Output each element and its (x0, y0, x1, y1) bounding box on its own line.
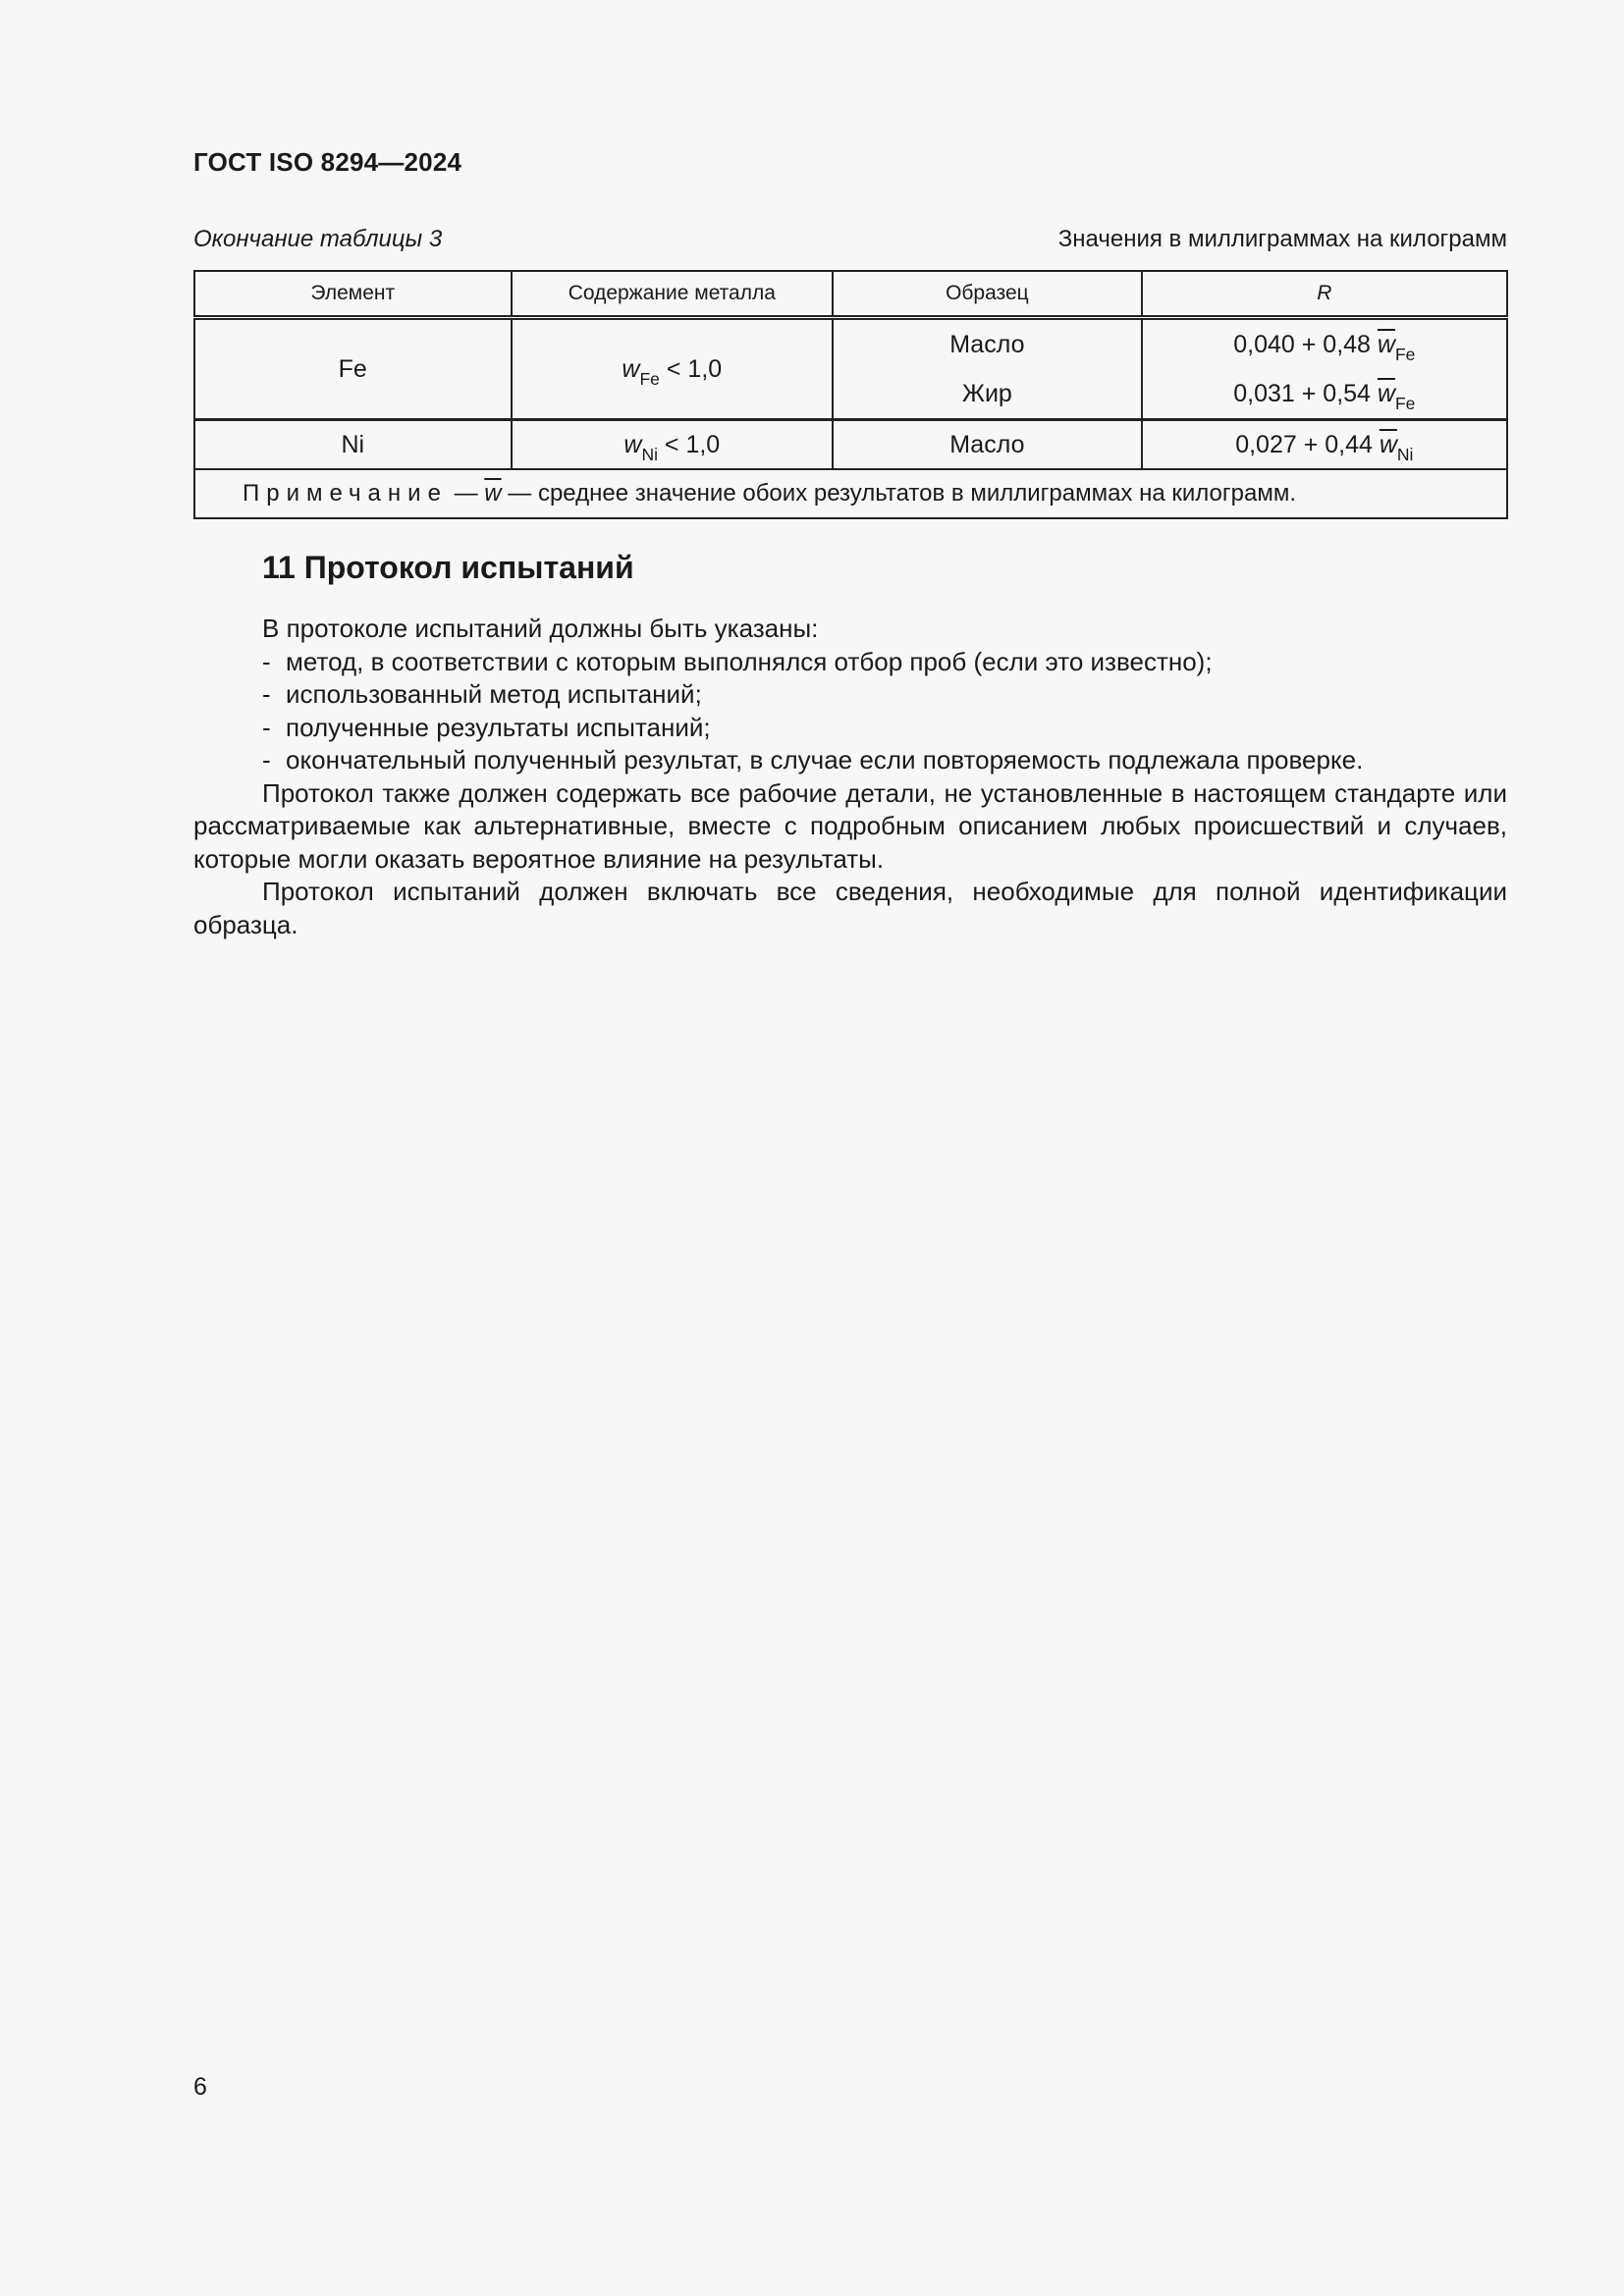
metal-content-cell: $w_{Fe} < 1,0$ (512, 318, 834, 420)
sample-cell (833, 318, 1142, 420)
sample-oil: Масло (949, 331, 1025, 358)
table-header-row (194, 271, 1507, 318)
r-cell (1142, 318, 1507, 420)
table-caption-row (193, 226, 1507, 253)
list-item: - полученные результаты испытаний; (262, 712, 711, 742)
page-number: 6 (193, 2073, 207, 2101)
body-paragraph: Протокол также должен содержать все рабочие детали, не установленные в настоящем стандарте или рассматриваемые как альтернативные, вместе с подробным описанием любых происшествий и случаев, которые могли оказать вероятное влияние на результаты. (193, 777, 1507, 874)
metal-content-cell: $w_{Ni} < 1,0$ (512, 420, 834, 470)
header-r: R (1142, 271, 1507, 318)
section-body (193, 613, 1507, 941)
list-item: - метод, в соответствии с которым выполнялся отбор проб (если это известно); (262, 646, 1213, 676)
r-cell: 0,027 + 0,44 $\overline{w}_{Ni}$ (1142, 420, 1507, 470)
document-header: ГОСТ ISO 8294—2024 (193, 147, 462, 177)
table-continuation-caption: Окончание таблицы 3 (193, 226, 443, 252)
table-units-caption: Значения в миллиграммах на килограмм (1057, 226, 1507, 252)
r-value: 0,040 + 0,48 $\overline{w}_{Fe}$ (1233, 331, 1416, 364)
table-row (194, 318, 1507, 420)
header-sample: Образец (833, 271, 1142, 318)
sample-fat: Жир (961, 380, 1012, 407)
section-title: 11 Протокол испытаний (262, 550, 634, 585)
body-paragraph: Протокол испытаний должен включать все сведения, необходимые для полной идентификации образца. (193, 877, 1507, 939)
header-metal-content: Содержание металла (512, 271, 834, 318)
element-cell: Ni (194, 420, 512, 470)
intro-paragraph: В протоколе испытаний должны быть указаны: (262, 614, 819, 643)
note-label: Примечание (243, 480, 448, 507)
header-element: Элемент (194, 271, 512, 318)
sample-cell: Масло (833, 420, 1142, 470)
table-note: Примечание — $\overline{w}$ — среднее значение обоих результатов в миллиграммах на килограмм. (194, 469, 1507, 518)
data-table (193, 270, 1508, 519)
table-row (194, 420, 1507, 470)
list-item: - использованный метод испытаний; (262, 679, 702, 709)
table-note-row (194, 469, 1507, 518)
r-value: 0,031 + 0,54 $\overline{w}_{Fe}$ (1233, 380, 1416, 413)
list-item: - окончательный полученный результат, в случае если повторяемость подлежала проверке. (262, 745, 1364, 774)
element-cell: Fe (194, 318, 512, 420)
